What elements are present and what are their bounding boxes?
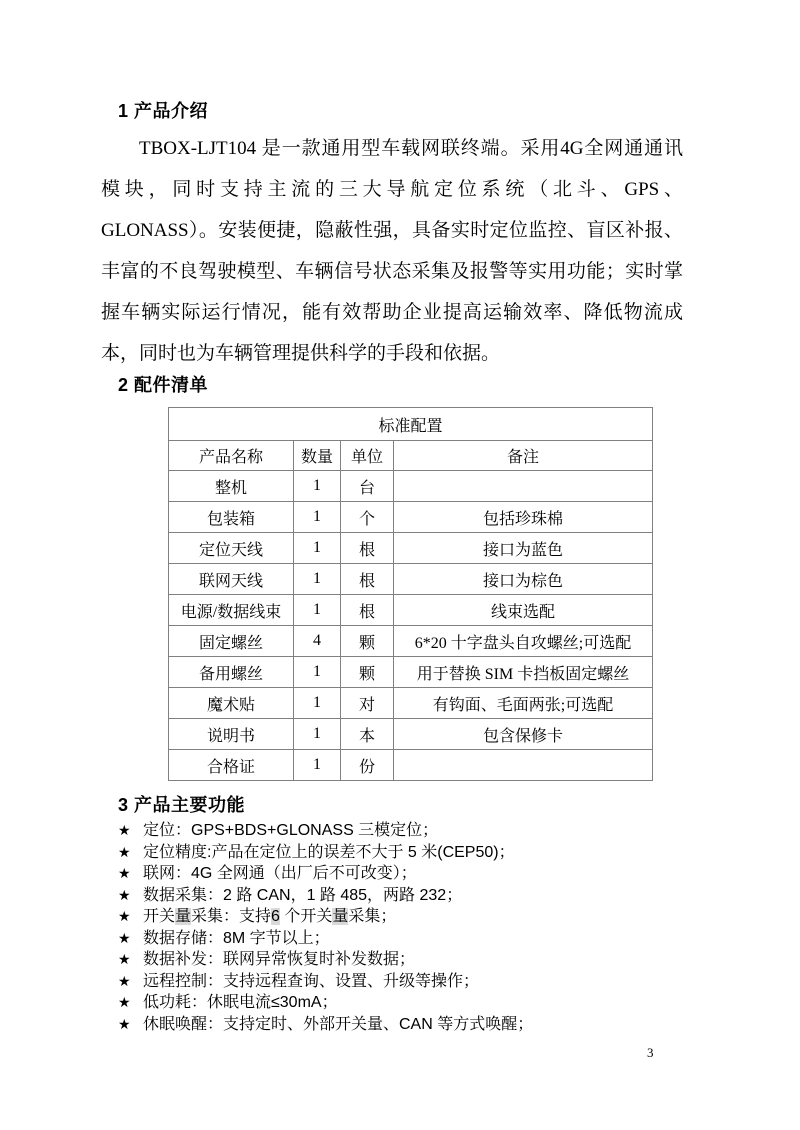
cell-unit: 根 [341,533,394,564]
cell-quantity: 4 [294,626,341,657]
column-header-product-name: 产品名称 [169,441,294,471]
feature-item [118,906,533,928]
cell-unit: 台 [341,471,394,502]
cell-product-name: 固定螺丝 [169,626,294,657]
cell-product-name: 备用螺丝 [169,657,294,688]
table-row [169,657,653,688]
cell-remark: 线束选配 [394,595,653,626]
star-bullet-icon: ★ [118,1015,131,1032]
feature-text-part: 数据采集：2 路 CAN，1 路 485，两路 232； [143,886,463,904]
feature-item [118,842,533,864]
cell-quantity: 1 [294,564,341,595]
cell-quantity: 1 [294,657,341,688]
feature-text-part: 采集：支持 [191,908,272,925]
feature-text [143,930,330,947]
feature-text-part: 开关 [143,908,176,925]
highlighted-text: 6 [271,908,280,925]
table-row [169,471,653,502]
highlighted-text: 量 [175,908,192,925]
feature-item [118,971,533,993]
highlighted-text: 量 [332,908,349,925]
feature-item [118,820,533,842]
table-row [169,533,653,564]
feature-text-part: 采集； [348,908,397,925]
cell-quantity: 1 [294,750,341,781]
intro-paragraph: TBOX-LJT104 是一款通用型车载网联终端。采用4G全网通通讯模块，同时支持主流的三大导航定位系统（北斗、GPS、GLONASS）。安装便捷，隐蔽性强，具备实时定位监控、盲区补报、丰富的不良驾驶模型、车辆信号状态采集及报警等实用功能；实时掌握车辆实际运行情况，能有效帮助企业提高运输效率、降低物流成本，同时也为车辆管理提供科学的手段和依据。 [101,138,683,364]
cell-quantity: 1 [294,595,341,626]
feature-text-part: 数据补发：联网异常恢复时补发数据； [143,951,416,968]
star-bullet-icon: ★ [118,929,131,946]
cell-product-name: 说明书 [169,719,294,750]
cell-product-name: 整机 [169,471,294,502]
cell-quantity: 1 [294,471,341,502]
table-title: 标准配置 [169,408,653,441]
section-1-heading: 1 产品介绍 [118,101,209,121]
cell-remark: 接口为棕色 [394,564,653,595]
feature-item [118,949,533,971]
feature-item [118,1014,533,1036]
star-bullet-icon: ★ [118,886,131,903]
cell-remark: 包含保修卡 [394,719,653,750]
column-header-quantity: 数量 [294,441,341,471]
feature-text [143,865,417,882]
cell-remark [394,471,653,502]
cell-quantity: 1 [294,688,341,719]
star-bullet-icon: ★ [118,994,131,1010]
feature-text [143,994,338,1011]
cell-product-name: 定位天线 [169,533,294,564]
table-row [169,595,653,626]
feature-text [143,1016,533,1033]
feature-text-part: 定位精度:产品在定位上的误差不大于 5 米(CEP50)； [143,843,515,861]
table-row [169,719,653,750]
star-bullet-icon: ★ [118,972,131,989]
cell-unit: 颗 [341,626,394,657]
cell-product-name: 电源/数据线束 [169,595,294,626]
cell-unit: 根 [341,564,394,595]
feature-text-part: 定位：GPS+BDS+GLONASS 三模定位； [143,822,439,839]
table-row [169,626,653,657]
cell-remark [394,750,653,781]
cell-remark: 用于替换 SIM 卡挡板固定螺丝 [394,657,653,688]
table-row [169,564,653,595]
cell-unit: 份 [341,750,394,781]
cell-unit: 个 [341,502,394,533]
cell-remark: 接口为蓝色 [394,533,653,564]
section-3-heading: 3 产品主要功能 [118,795,246,815]
star-bullet-icon: ★ [118,822,131,838]
feature-text [143,951,415,968]
table-header-row [169,441,653,471]
star-bullet-icon: ★ [118,865,131,881]
cell-quantity: 1 [294,533,341,564]
accessories-table [168,407,653,781]
star-bullet-icon: ★ [118,843,131,860]
cell-unit: 根 [341,595,394,626]
feature-text [143,908,396,925]
cell-unit: 颗 [341,657,394,688]
feature-text-part: 个开关 [279,908,333,925]
accessories-table-body [169,471,653,781]
star-bullet-icon: ★ [118,908,131,924]
feature-text-part: 休眠唤醒：支持定时、外部开关量、CAN 等方式唤醒； [143,1015,534,1033]
feature-item [118,885,533,907]
cell-remark: 有钩面、毛面两张;可选配 [394,688,653,719]
feature-text-part: 联网：4G 全网通（出厂后不可改变）； [143,865,417,882]
table-row [169,502,653,533]
column-header-remark: 备注 [394,441,653,471]
feature-text-part: 低功耗：休眠电流≤30mA； [143,994,338,1011]
features-list [118,820,533,1035]
table-row [169,688,653,719]
section-2-heading: 2 配件清单 [118,375,209,395]
feature-item [118,992,533,1014]
column-header-unit: 单位 [341,441,394,471]
page-number: 3 [647,1045,654,1060]
cell-unit: 本 [341,719,394,750]
star-bullet-icon: ★ [118,951,131,967]
feature-item [118,928,533,950]
feature-text [143,973,479,990]
feature-text-part: 数据存储：8M 字节以上； [143,929,330,947]
table-title-row [169,408,653,441]
feature-text-part: 远程控制：支持远程查询、设置、升级等操作； [143,972,480,990]
cell-unit: 对 [341,688,394,719]
cell-product-name: 联网天线 [169,564,294,595]
cell-quantity: 1 [294,719,341,750]
feature-item [118,863,533,885]
cell-product-name: 魔术贴 [169,688,294,719]
cell-product-name: 合格证 [169,750,294,781]
cell-remark: 包括珍珠棉 [394,502,653,533]
feature-text [143,887,462,904]
cell-remark: 6*20 十字盘头自攻螺丝;可选配 [394,626,653,657]
feature-text [143,822,438,839]
feature-text [143,844,515,861]
cell-product-name: 包装箱 [169,502,294,533]
table-row [169,750,653,781]
cell-quantity: 1 [294,502,341,533]
